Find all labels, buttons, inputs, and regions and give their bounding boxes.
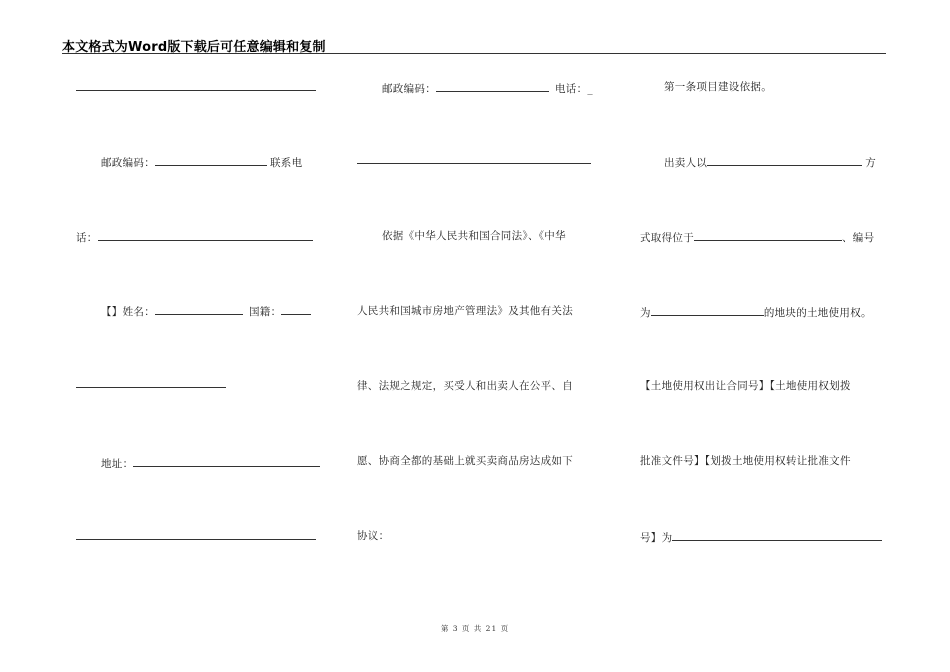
name-blank [155,303,243,315]
basis-line-5: 协议： [357,530,390,542]
address-line [101,455,320,471]
location-blank [694,229,842,241]
phone-blank [98,229,313,241]
postcode-phone-line [382,80,593,96]
page-number: 第 3 页 共 21 页 [440,624,510,633]
page-header [62,36,886,54]
nationality-blank [281,303,311,315]
method-line [640,229,874,245]
name-label: 【】姓名： [101,306,155,318]
parcel-number-blank [651,304,764,316]
postcode-phone-line [101,154,302,170]
docs-line-2: 批准文件号】【划拨土地使用权转让批准文件 [640,455,851,467]
blank-line [76,387,226,388]
basis-line-2: 人民共和国城市房地产管理法》及其他有关法 [357,305,573,317]
phone-label-part1: 联系电 [270,157,303,169]
article-1-title: 第一条项目建设依据。 [664,81,772,93]
docs-line-3 [640,529,882,545]
phone-line [76,229,313,245]
seller-blank [707,154,862,166]
land-suffix: 的地块的土地使用权。 [763,307,872,319]
phone-label: 电话： [555,83,588,95]
blank-line [357,163,591,164]
postcode-label: 邮政编码： [101,157,155,169]
basis-line-3: 律、法规之规定，买受人和出卖人在公平、自 [357,380,573,392]
method-suffix: 、编号 [842,232,875,244]
phone-label-part2: 话： [76,232,98,244]
header-title: 本文格式为Word版下载后可任意编辑和复制 [62,40,326,55]
phone-tail: _ [587,83,593,95]
nationality-label: 国籍： [249,306,282,318]
docs-line-3-label: 号】为 [640,532,673,544]
basis-line-4: 愿、协商全都的基础上就买卖商品房达成如下 [357,455,573,467]
method-prefix: 式取得位于 [640,232,694,244]
address-label: 地址： [101,458,134,470]
postcode-blank [436,80,549,92]
blank-line [76,90,316,91]
postcode-blank [155,154,267,166]
land-prefix: 为 [640,307,651,319]
basis-line-1: 依据《中华人民共和国合同法》、《中华 [382,230,566,242]
address-blank [133,455,320,467]
seller-prefix: 出卖人以 [664,157,708,169]
seller-line [664,154,876,170]
docs-line-1: 【土地使用权出让合同号】【土地使用权划拨 [640,380,851,392]
seller-suffix: 方 [865,157,877,169]
land-line [640,304,872,320]
postcode-label: 邮政编码： [382,83,436,95]
docs-number-blank [672,529,882,541]
blank-line [76,539,316,540]
name-nationality-line [101,303,311,319]
